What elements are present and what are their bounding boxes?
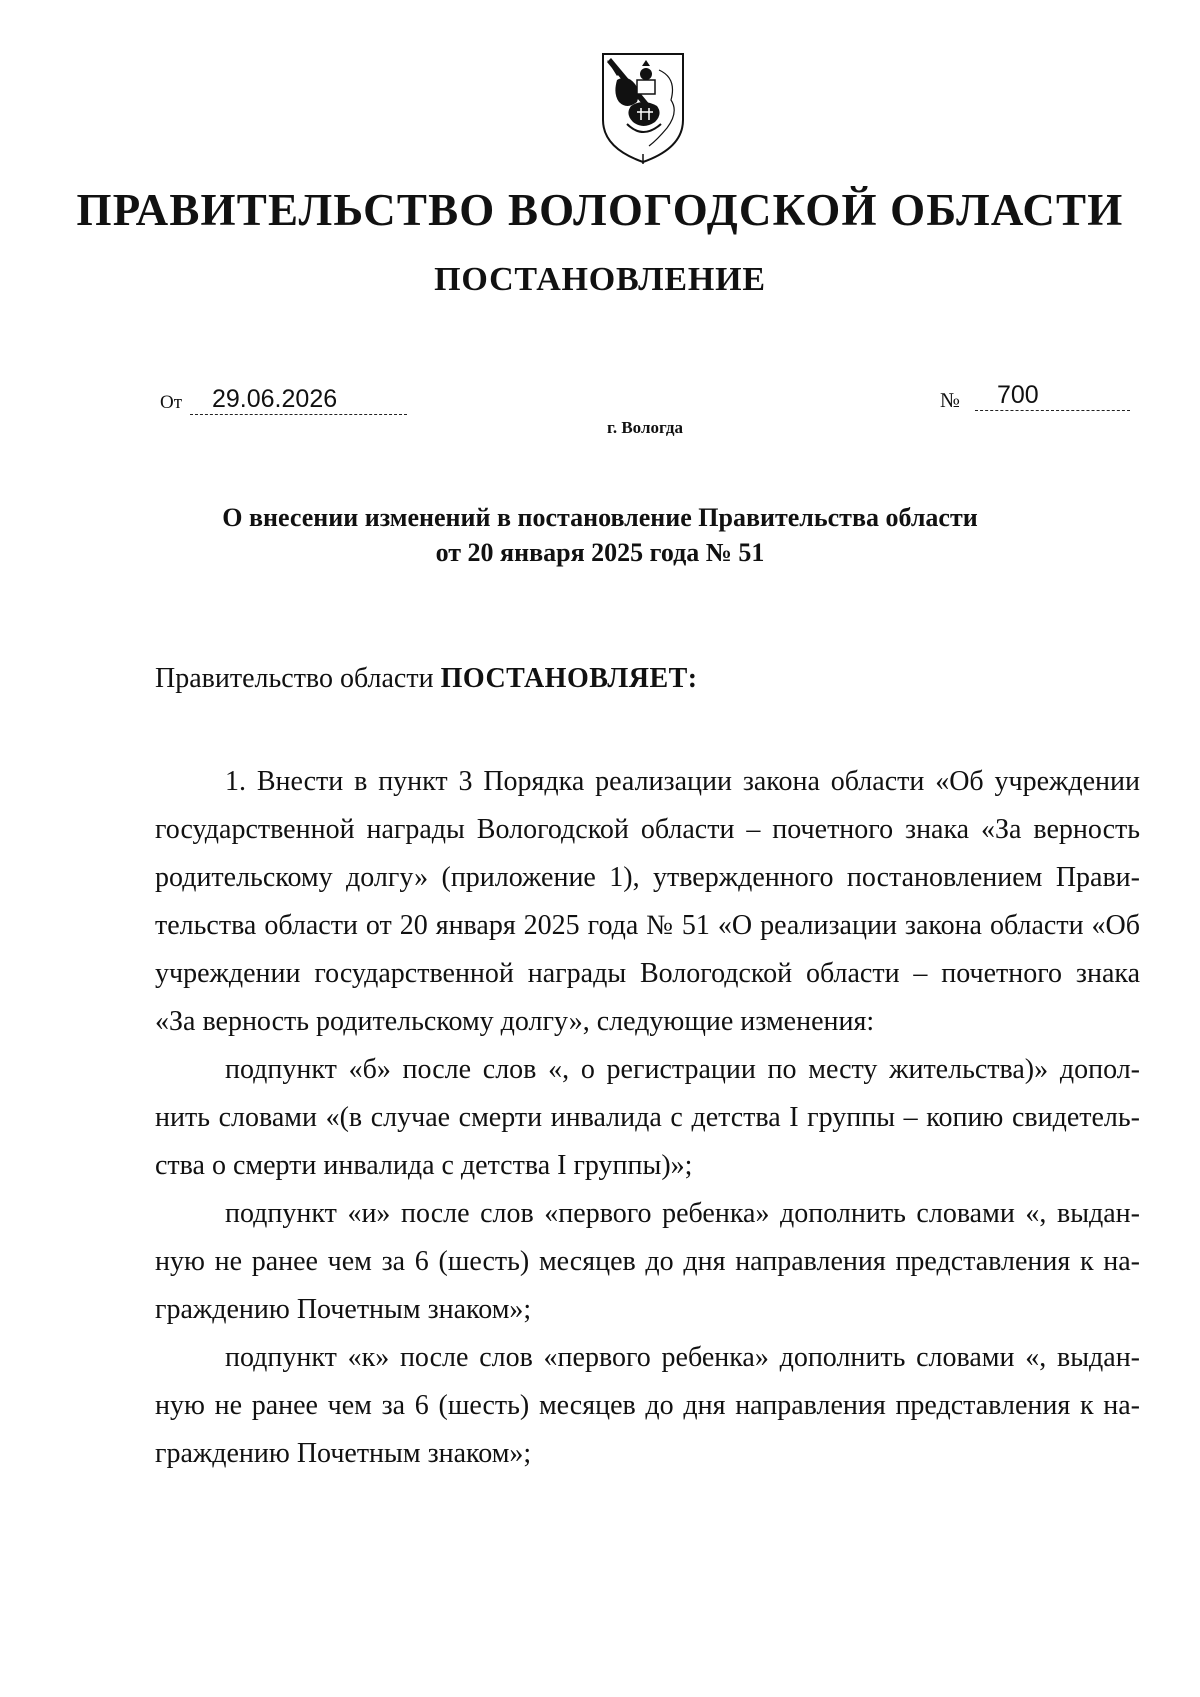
text-line: подпункт «и» после слов «первого ребенка» дополнить словами «, выдан- (225, 1198, 1140, 1229)
text-line: ную не ранее чем за 6 (шесть) месяцев до дня направления представления к на- (155, 1390, 1140, 1421)
coat-of-arms-icon (597, 50, 689, 166)
document-subject (0, 500, 1200, 570)
preamble-emphasis: ПОСТАНОВЛЯЕТ: (440, 663, 698, 694)
preamble-text: Правительство области (155, 663, 441, 694)
text-line: подпункт «б» после слов «, о регистрации по месту жительства)» допол- (225, 1054, 1140, 1085)
preamble (155, 661, 698, 697)
text-line: родительскому долгу» (приложение 1), утвержденного постановлением Прави- (155, 862, 1140, 893)
text-line: учреждении государственной награды Вологодской области – почетного знака (155, 958, 1140, 989)
document-number: 700 (975, 380, 1130, 411)
text-line: подпункт «к» после слов «первого ребенка» дополнить словами «, выдан- (225, 1342, 1140, 1373)
document-date: 29.06.2026 (190, 384, 407, 415)
text-line: 1. Внести в пункт 3 Порядка реализации закона области «Об учреждении (225, 766, 1140, 797)
text-line: государственной награды Вологодской области – почетного знака «За верность (155, 814, 1140, 845)
text-line: граждению Почетным знаком»; (155, 1438, 532, 1469)
text-line: нить словами «(в случае смерти инвалида с детства I группы – копию свидетель- (155, 1102, 1140, 1133)
text-line: тельства области от 20 января 2025 года № 51 «О реализации закона области «Об (155, 910, 1140, 941)
document-type: ПОСТАНОВЛЕНИЕ (434, 261, 766, 298)
subject-line: от 20 января 2025 года № 51 (435, 538, 765, 567)
text-line: ства о смерти инвалида с детства I группы)»; (155, 1150, 693, 1181)
text-line: «За верность родительскому долгу», следующие изменения: (155, 1006, 875, 1037)
government-title: ПРАВИТЕЛЬСТВО ВОЛОГОДСКОЙ ОБЛАСТИ (76, 185, 1124, 235)
city: г. Вологда (607, 418, 683, 437)
document-body (155, 758, 1140, 1478)
number-label: № (940, 388, 961, 412)
date-label: От (160, 392, 183, 413)
text-line: ную не ранее чем за 6 (шесть) месяцев до дня направления представления к на- (155, 1246, 1140, 1277)
subject-line: О внесении изменений в постановление Правительства области (222, 503, 978, 532)
text-line: граждению Почетным знаком»; (155, 1294, 532, 1325)
